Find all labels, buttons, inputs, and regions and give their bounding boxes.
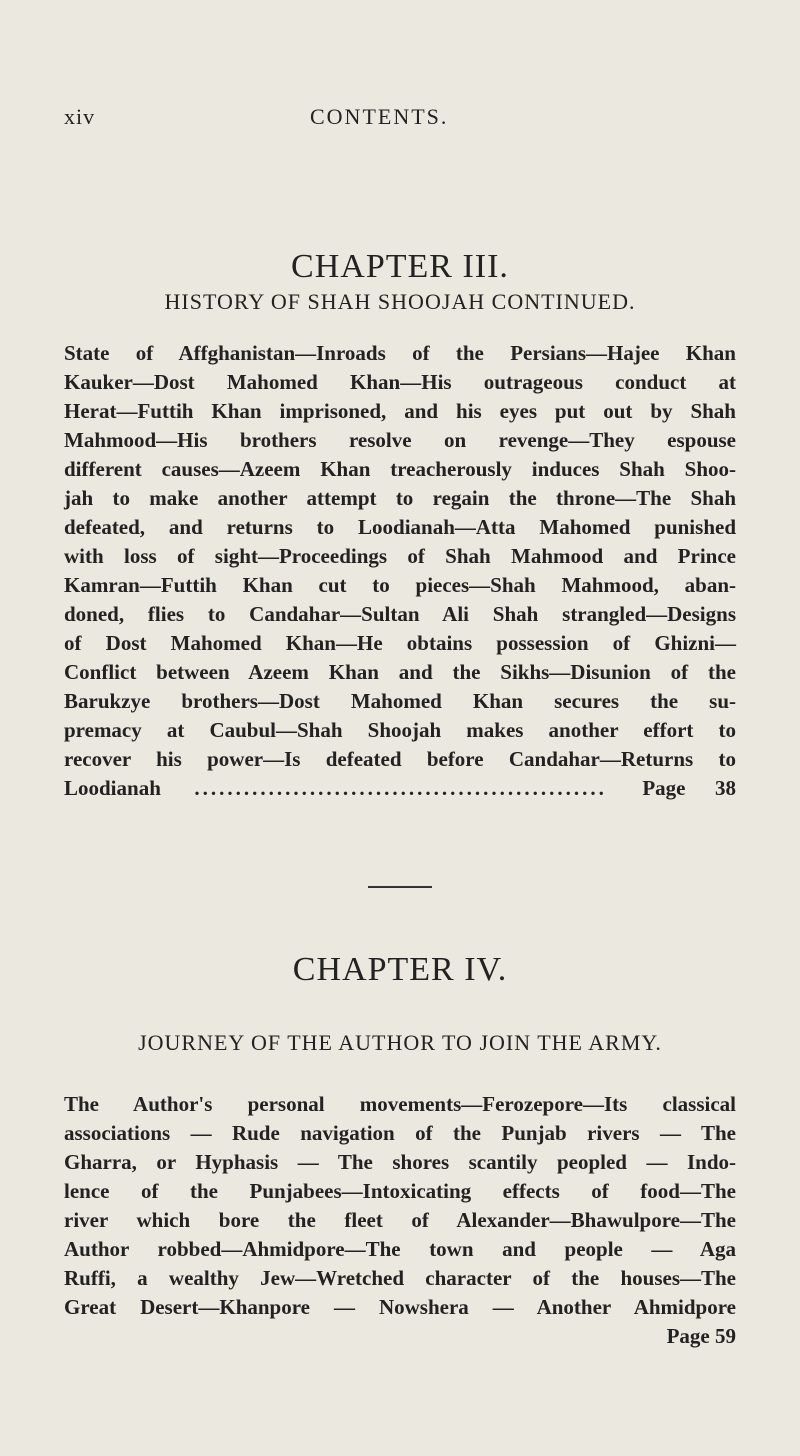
summary-line: associations — Rude navigation of the Punjab rivers — The (64, 1121, 736, 1145)
summary-line: recover his power—Is defeated before Candahar—Returns to (64, 747, 736, 771)
summary-line: river which bore the fleet of Alexander—Bhawulpore—The (64, 1208, 736, 1232)
running-title: CONTENTS. (310, 104, 449, 129)
summary-line: Mahmood—His brothers resolve on revenge—They espouse (64, 428, 736, 452)
page-reference: Page 59 (666, 1324, 736, 1348)
summary-line: Herat—Futtih Khan imprisoned, and his eyes put out by Shah (64, 399, 736, 423)
summary-line: of Dost Mahomed Khan—He obtains possession of Ghizni— (64, 631, 736, 655)
summary-line: Author robbed—Ahmidpore—The town and people — Aga (64, 1237, 736, 1261)
summary-line: lence of the Punjabees—Intoxicating effects of food—The (64, 1179, 736, 1203)
section-divider (368, 886, 432, 888)
summary-line: Ruffi, a wealthy Jew—Wretched character of the houses—The (64, 1266, 736, 1290)
summary-line: Great Desert—Khanpore — Nowshera — Another Ahmidpore (64, 1295, 736, 1319)
summary-line: with loss of sight—Proceedings of Shah Mahmood and Prince (64, 544, 736, 568)
summary-line: State of Affghanistan—Inroads of the Persians—Hajee Khan (64, 341, 736, 365)
summary-line: The Author's personal movements—Ferozepore—Its classical (64, 1092, 736, 1116)
dot-leader: .................................................. (194, 776, 607, 800)
chapter-heading: CHAPTER IV. (292, 951, 508, 988)
summary-line: defeated, and returns to Loodianah—Atta Mahomed punished (64, 515, 736, 539)
summary-line: premacy at Caubul—Shah Shoojah makes another effort to (64, 718, 736, 742)
summary-line: doned, flies to Candahar—Sultan Ali Shah strangled—Designs (64, 602, 736, 626)
summary-line: Barukzye brothers—Dost Mahomed Khan secures the su- (64, 689, 736, 713)
summary-last-line (64, 774, 736, 803)
chapter-heading: CHAPTER III. (291, 248, 509, 285)
summary-line: different causes—Azeem Khan treacherously induces Shah Shoo- (64, 457, 736, 481)
page-reference: Page 38 (642, 776, 736, 800)
chapter-subtitle: HISTORY OF SHAH SHOOJAH CONTINUED. (164, 289, 636, 314)
summary-line-end: Loodianah (64, 776, 161, 800)
summary-line: jah to make another attempt to regain the throne—The Shah (64, 486, 736, 510)
page-number: xiv (64, 104, 96, 129)
running-head (64, 104, 736, 134)
summary-line: Gharra, or Hyphasis — The shores scantily peopled — Indo- (64, 1150, 736, 1174)
chapter-summary (64, 1090, 736, 1351)
summary-line: Kamran—Futtih Khan cut to pieces—Shah Mahmood, aban- (64, 573, 736, 597)
chapter-summary (64, 339, 736, 803)
chapter-subtitle: JOURNEY OF THE AUTHOR TO JOIN THE ARMY. (138, 1030, 662, 1055)
summary-line: Conflict between Azeem Khan and the Sikhs—Disunion of the (64, 660, 736, 684)
summary-line: Kauker—Dost Mahomed Khan—His outrageous conduct at (64, 370, 736, 394)
